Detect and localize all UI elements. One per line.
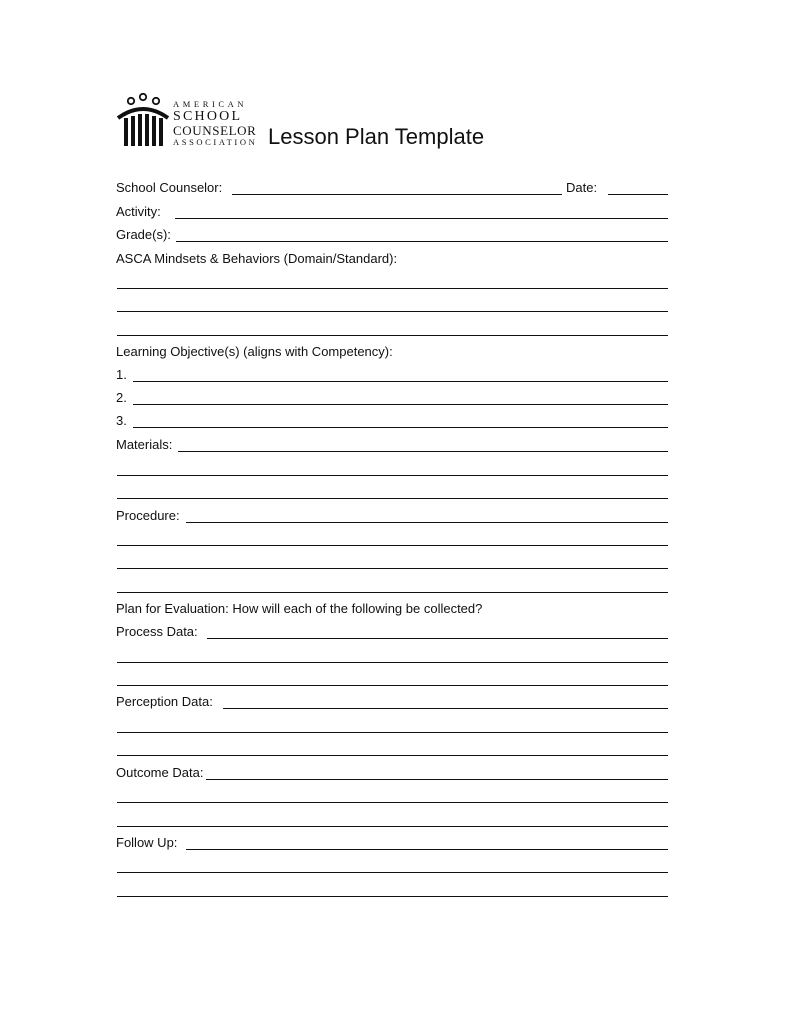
school-counselor-label: School Counselor: bbox=[116, 180, 223, 195]
objective-1-label: 1. bbox=[116, 367, 127, 382]
follow-up-field-line-2[interactable] bbox=[117, 872, 668, 873]
logo-wordmark bbox=[173, 100, 257, 146]
procedure-row bbox=[116, 508, 668, 526]
objective-3-field[interactable] bbox=[133, 427, 668, 428]
objective-2-field[interactable] bbox=[133, 404, 668, 405]
materials-field-line-3[interactable] bbox=[117, 498, 668, 499]
objective-1-field[interactable] bbox=[133, 381, 668, 382]
procedure-label: Procedure: bbox=[116, 508, 180, 523]
school-counselor-field[interactable] bbox=[232, 194, 562, 195]
process-data-row bbox=[116, 624, 668, 642]
asca-label: ASCA Mindsets & Behaviors (Domain/Standard): bbox=[116, 251, 398, 266]
perception-data-label: Perception Data: bbox=[116, 694, 213, 709]
school-counselor-row bbox=[116, 180, 668, 198]
follow-up-row bbox=[116, 835, 668, 853]
perception-data-field-line-3[interactable] bbox=[117, 755, 668, 756]
process-data-label: Process Data: bbox=[116, 624, 198, 639]
outcome-data-field[interactable] bbox=[206, 779, 668, 780]
process-data-field[interactable] bbox=[207, 638, 668, 639]
grades-row bbox=[116, 227, 668, 245]
follow-up-field-line-3[interactable] bbox=[117, 896, 668, 897]
date-label: Date: bbox=[566, 180, 598, 195]
perception-data-row bbox=[116, 694, 668, 712]
perception-data-field[interactable] bbox=[223, 708, 668, 709]
learning-objectives-row bbox=[116, 344, 668, 362]
materials-row bbox=[116, 437, 668, 455]
asca-field-line-1[interactable] bbox=[117, 288, 668, 289]
plan-evaluation-row bbox=[116, 601, 668, 619]
asca-field-line-3[interactable] bbox=[117, 335, 668, 336]
activity-row bbox=[116, 204, 668, 222]
asca-row bbox=[116, 251, 668, 269]
objective-1-row bbox=[116, 367, 668, 385]
follow-up-label: Follow Up: bbox=[116, 835, 178, 850]
activity-label: Activity: bbox=[116, 204, 161, 219]
activity-field[interactable] bbox=[175, 218, 668, 219]
procedure-field-line-3[interactable] bbox=[117, 568, 668, 569]
perception-data-field-line-2[interactable] bbox=[117, 732, 668, 733]
process-data-field-line-2[interactable] bbox=[117, 662, 668, 663]
procedure-field[interactable] bbox=[186, 522, 668, 523]
outcome-data-field-line-2[interactable] bbox=[117, 802, 668, 803]
objective-2-row bbox=[116, 390, 668, 408]
objective-3-row bbox=[116, 413, 668, 431]
asca-field-line-2[interactable] bbox=[117, 311, 668, 312]
procedure-field-line-2[interactable] bbox=[117, 545, 668, 546]
logo-word-2: SCHOOL bbox=[173, 108, 243, 124]
learning-objectives-label: Learning Objective(s) (aligns with Competency): bbox=[116, 344, 393, 359]
logo-word-3: COUNSELOR bbox=[173, 122, 257, 138]
grades-field[interactable] bbox=[176, 241, 668, 242]
outcome-data-label: Outcome Data: bbox=[116, 765, 204, 780]
objective-2-label: 2. bbox=[116, 390, 127, 405]
outcome-data-field-line-3[interactable] bbox=[117, 826, 668, 827]
outcome-data-row bbox=[116, 765, 668, 783]
grades-label: Grade(s): bbox=[116, 227, 171, 242]
procedure-field-line-4[interactable] bbox=[117, 592, 668, 593]
materials-field[interactable] bbox=[178, 451, 668, 452]
materials-field-line-2[interactable] bbox=[117, 475, 668, 476]
follow-up-field[interactable] bbox=[186, 849, 668, 850]
logo-word-1: AMERICAN bbox=[173, 99, 248, 109]
page-title: Lesson Plan Template bbox=[268, 124, 485, 149]
logo-word-4: ASSOCIATION bbox=[173, 136, 258, 147]
date-field[interactable] bbox=[608, 194, 668, 195]
objective-3-label: 3. bbox=[116, 413, 127, 428]
materials-label: Materials: bbox=[116, 437, 173, 452]
process-data-field-line-3[interactable] bbox=[117, 685, 668, 686]
plan-evaluation-label: Plan for Evaluation: How will each of the following be collected? bbox=[116, 601, 483, 616]
